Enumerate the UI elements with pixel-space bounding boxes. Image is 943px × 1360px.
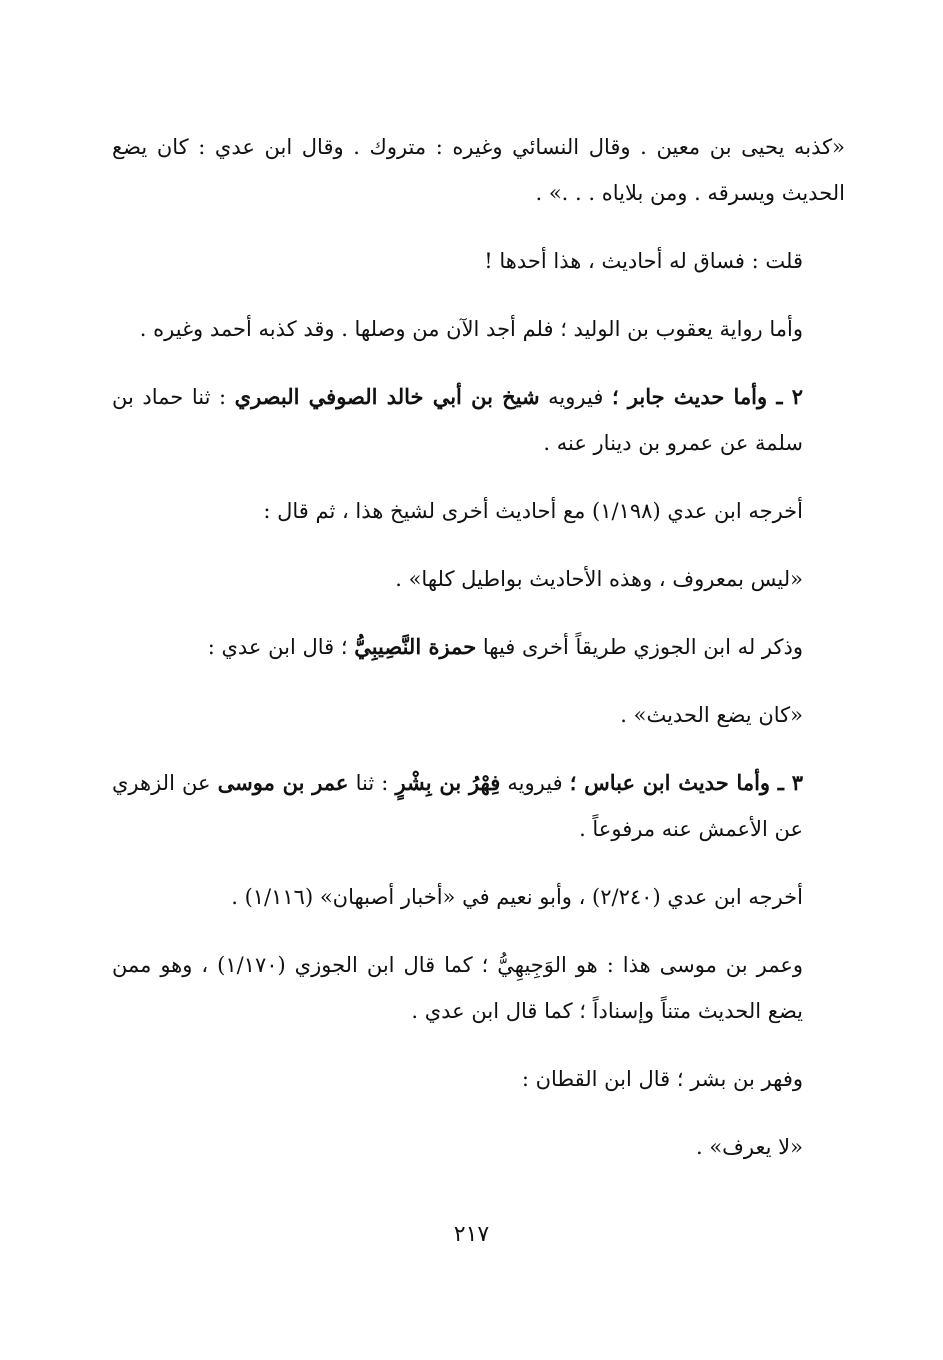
section-2-paragraph [112,374,845,466]
quote-paragraph: «ليس بمعروف ، وهذه الأحاديث بواطيل كلها» . [395,567,803,591]
narration-paragraph: وأما رواية يعقوب بن الوليد ؛ فلم أجد الآن من وصلها . وقد كذبه أحمد وغيره . [139,317,803,341]
quote-paragraph: «كذبه يحيى بن معين . وقال النسائي وغيره : متروك . وقال ابن عدي : كان يضع الحديث ويسرقه . ومن بلاياه . . .» . [112,135,845,205]
comment-paragraph: قلت : فساق له أحاديث ، هذا أحدها ! [484,249,803,273]
text-run: : ثنا [348,771,396,795]
takhrij-paragraph: أخرجه ابن عدي (٢/٢٤٠) ، وأبو نعيم في «أخبار أصبهان» (١/١١٦) . [231,885,803,909]
text-run: فيرويه [500,771,570,795]
text-run: فيرويه [539,385,612,409]
narrator-name: شيخ بن أبي خالد الصوفي البصري [234,384,540,409]
narrator-name: فِهْرُ بن بِشْرٍ [395,770,501,795]
narrator-name: عمر بن موسى [217,770,349,795]
text-run: وذكر له ابن الجوزي طريقاً أخرى فيها [476,635,803,659]
narrator-assessment-paragraph: وعمر بن موسى هذا : هو الوَجِيهِيُّ ؛ كما قال ابن الجوزي (١/١٧٠) ، وهو ممن يضع الحديث متناً وإسناداً ؛ كما قال ابن عدي . [112,953,803,1023]
quote-paragraph: «كان يضع الحديث» . [620,703,803,727]
text-run: عن الزهري عن الأعمش عنه مرفوعاً . [112,771,803,841]
narrator-name: حمزة النَّصِيبِيُّ [354,634,477,659]
takhrij-paragraph: أخرجه ابن عدي (١/١٩٨) مع أحاديث أخرى لشيخ هذا ، ثم قال : [263,499,803,523]
narrator-assessment-paragraph: وفهر بن بشر ؛ قال ابن القطان : [521,1067,803,1091]
section-2-heading: ٢ ـ وأما حديث جابر ؛ [611,384,804,409]
text-run: ؛ قال ابن عدي : [207,635,355,659]
text-run: : ثنا حماد بن سلمة عن عمرو بن دينار عنه . [112,385,803,455]
narration-paragraph [112,624,845,670]
section-3-heading: ٣ ـ وأما حديث ابن عباس ؛ [569,770,803,795]
page-number: ٢١٧ [453,1222,490,1247]
section-3-paragraph [112,760,845,852]
quote-paragraph: «لا يعرف» . [695,1135,803,1159]
